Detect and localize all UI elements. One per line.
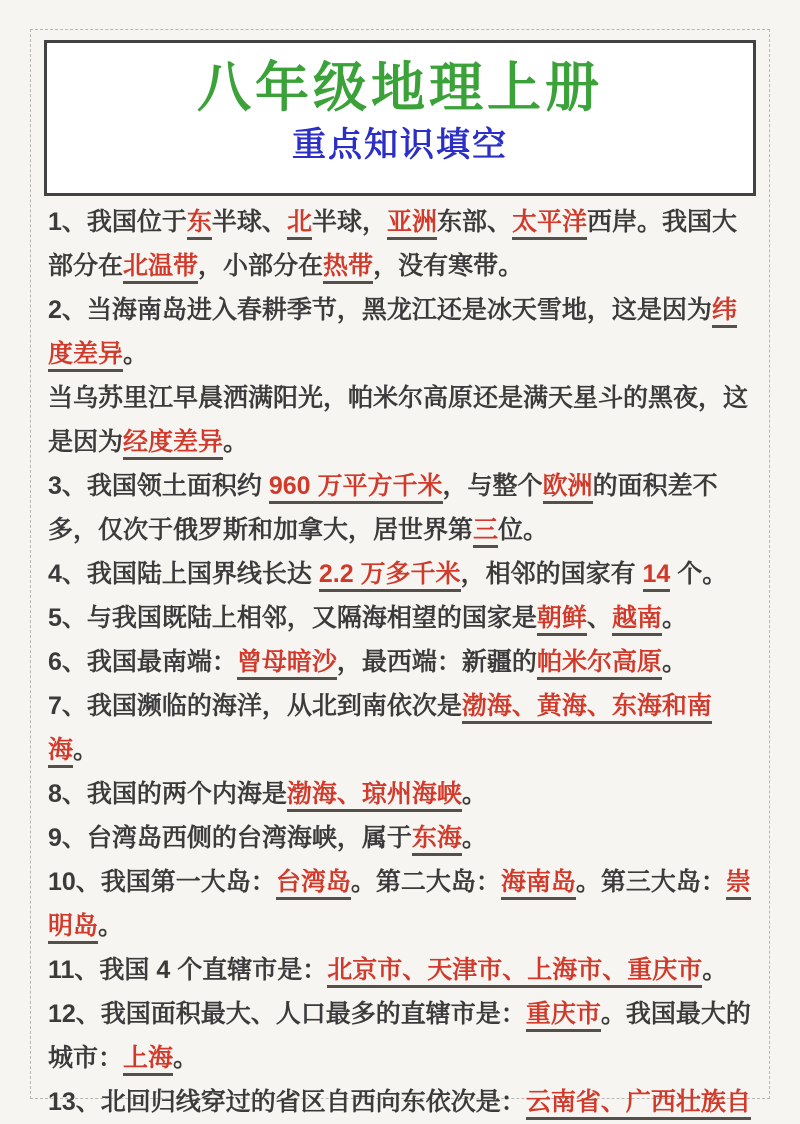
question-item bbox=[48, 288, 756, 376]
question-text: 。 bbox=[223, 428, 249, 456]
question-text: 4、我国陆上国界线长达 bbox=[48, 560, 319, 588]
question-text: 13、北回归线穿过的省区自西向东依次是： bbox=[48, 1088, 526, 1116]
answer-blank: 纬度差异 bbox=[48, 296, 737, 372]
question-text: ，最西端：新疆的 bbox=[336, 648, 537, 676]
question-text: 。 bbox=[461, 824, 487, 852]
answer-blank: 崇明岛 bbox=[48, 868, 751, 944]
answer-blank: 东海 bbox=[412, 824, 462, 856]
question-item bbox=[48, 772, 756, 816]
answer-blank: 960 万平方千米 bbox=[269, 472, 443, 504]
question-text: 7、我国濒临的海洋，从北到南依次是 bbox=[48, 692, 462, 720]
answer-blank: 东 bbox=[187, 208, 212, 240]
answer-blank: 三 bbox=[473, 516, 498, 548]
question-text: 半球、 bbox=[211, 208, 287, 236]
question-text: 西岸。我国大部分在 bbox=[48, 208, 738, 280]
answer-blank: 热带 bbox=[323, 252, 373, 284]
answer-blank: 经度差异 bbox=[123, 428, 223, 460]
question-text: ，与整个 bbox=[442, 472, 543, 500]
answer-blank: 2.2 万多千米 bbox=[319, 560, 461, 592]
answer-blank: 欧洲 bbox=[543, 472, 593, 504]
question-item bbox=[48, 992, 756, 1080]
answer-blank: 亚洲 bbox=[387, 208, 437, 240]
question-text: 、 bbox=[586, 604, 612, 632]
question-text: ，相邻的国家有 bbox=[460, 560, 643, 588]
question-item bbox=[48, 640, 756, 684]
answer-blank: 重庆市 bbox=[526, 1000, 601, 1032]
answer-blank: 渤海、黄海、东海和南海 bbox=[48, 692, 712, 768]
answer-blank: 北 bbox=[287, 208, 312, 240]
question-text: 东部、 bbox=[436, 208, 512, 236]
question-text: 。 bbox=[123, 340, 149, 368]
question-text: 。 bbox=[661, 604, 687, 632]
question-text: 9、台湾岛西侧的台湾海峡，属于 bbox=[48, 824, 412, 852]
answer-blank: 曾母暗沙 bbox=[237, 648, 337, 680]
answer-blank: 上海 bbox=[123, 1044, 173, 1076]
question-text: ，小部分在 bbox=[198, 252, 324, 280]
answer-blank: 帕米尔高原 bbox=[537, 648, 662, 680]
question-text: 11、我国 4 个直辖市是： bbox=[48, 956, 328, 984]
question-item bbox=[48, 552, 756, 596]
answer-blank: 越南 bbox=[612, 604, 662, 636]
header-box bbox=[44, 40, 756, 196]
answer-blank: 云南省、广西壮族自 bbox=[526, 1088, 751, 1120]
question-item bbox=[48, 376, 756, 464]
question-text: 。 bbox=[661, 648, 687, 676]
content bbox=[48, 200, 756, 1124]
question-item bbox=[48, 464, 756, 552]
question-text: 5、与我国既陆上相邻，又隔海相望的国家是 bbox=[48, 604, 537, 632]
answer-blank: 朝鲜 bbox=[537, 604, 587, 636]
question-text: 。 bbox=[73, 736, 99, 764]
question-text: 。 bbox=[173, 1044, 199, 1072]
question-item bbox=[48, 1080, 756, 1124]
page-subtitle: 重点知识填空 bbox=[292, 125, 508, 165]
question-item bbox=[48, 816, 756, 860]
question-text: 1、我国位于 bbox=[48, 208, 187, 236]
question-text: 8、我国的两个内海是 bbox=[48, 780, 287, 808]
question-text: ，没有寒带。 bbox=[373, 252, 524, 280]
question-text: 。我国最大的城市： bbox=[48, 1000, 751, 1072]
question-item bbox=[48, 948, 756, 992]
question-text: 6、我国最南端： bbox=[48, 648, 237, 676]
question-text: 。第三大岛： bbox=[575, 868, 726, 896]
question-text: 个。 bbox=[670, 560, 728, 588]
question-text: 。 bbox=[98, 912, 124, 940]
question-text: 。 bbox=[702, 956, 728, 984]
question-item bbox=[48, 860, 756, 948]
question-text: 。 bbox=[461, 780, 487, 808]
question-text: 位。 bbox=[498, 516, 549, 544]
answer-blank: 海南岛 bbox=[501, 868, 576, 900]
answer-blank: 14 bbox=[643, 560, 671, 592]
answer-blank: 太平洋 bbox=[512, 208, 587, 240]
question-item bbox=[48, 200, 756, 288]
answer-blank: 台湾岛 bbox=[276, 868, 351, 900]
answer-blank: 渤海、琼州海峡 bbox=[287, 780, 462, 812]
question-item bbox=[48, 684, 756, 772]
question-text: 2、当海南岛进入春耕季节，黑龙江还是冰天雪地，这是因为 bbox=[48, 296, 712, 324]
question-text: 。第二大岛： bbox=[350, 868, 501, 896]
page-title: 八年级地理上册 bbox=[197, 55, 603, 119]
answer-blank: 北京市、天津市、上海市、重庆市 bbox=[327, 956, 702, 988]
question-text: 的面积差不多，仅次于俄罗斯和加拿大，居世界第 bbox=[48, 472, 718, 544]
answer-blank: 北温带 bbox=[123, 252, 198, 284]
question-text: 12、我国面积最大、人口最多的直辖市是： bbox=[48, 1000, 526, 1028]
question-text: 3、我国领土面积约 bbox=[48, 472, 269, 500]
question-text: 当乌苏里江早晨洒满阳光，帕米尔高原还是满天星斗的黑夜，这是因为 bbox=[48, 384, 749, 456]
question-text: 10、我国第一大岛： bbox=[48, 868, 276, 896]
question-text: 半球， bbox=[311, 208, 387, 236]
question-item bbox=[48, 596, 756, 640]
